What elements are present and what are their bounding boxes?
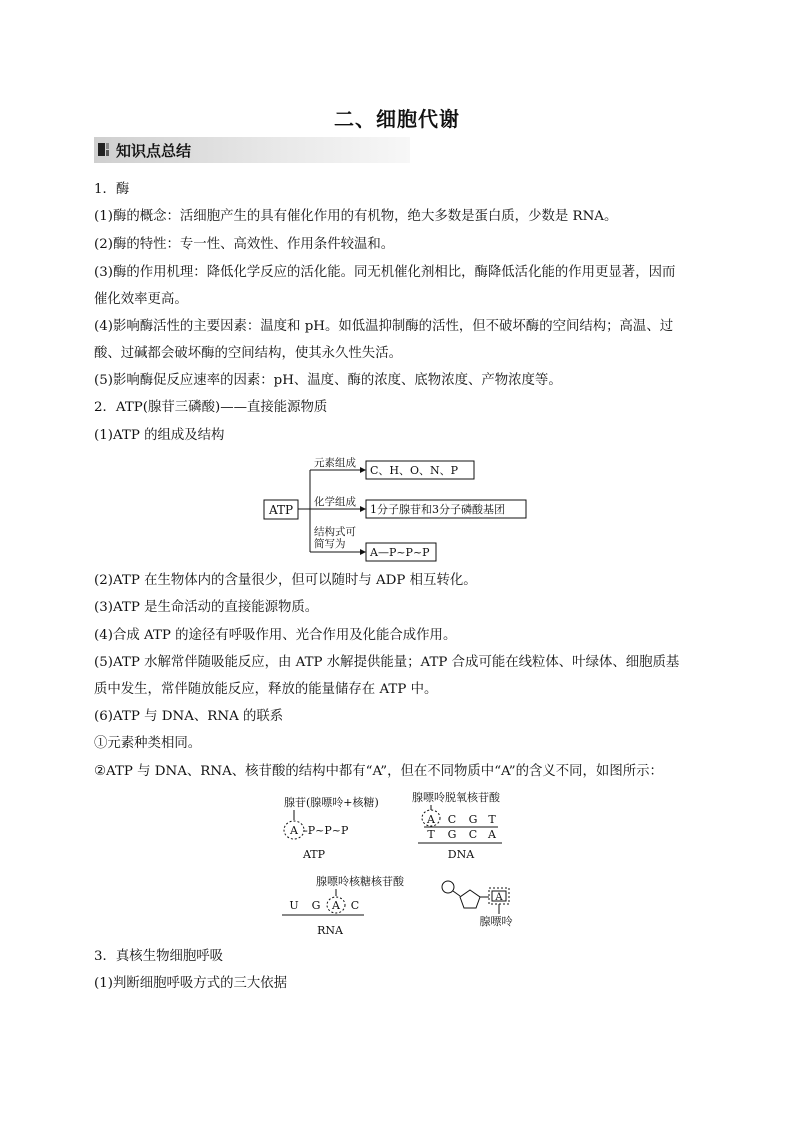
section-header (94, 137, 410, 163)
paragraph-line: ①元素种类相同。 (94, 736, 202, 751)
atp-formula-tail: -P~P~P (304, 824, 349, 837)
rna-base: A (332, 899, 340, 912)
paragraph-line: ②ATP 与 DNA、RNA、核苷酸的结构中都有“A”，但在不同物质中“A”的含义不同，如图所示： (94, 764, 663, 779)
paragraph-line: 酸、过碱都会破坏酶的空间结构，使其永久性失活。 (94, 346, 402, 361)
nucleotide-base-label: 腺嘌呤 (479, 915, 513, 928)
paragraph-line: 质中发生，常伴随放能反应，释放的能量储存在 ATP 中。 (94, 682, 438, 697)
paragraph-line: (5)ATP 水解常伴随吸能反应，由 ATP 水解提供能量；ATP 合成可能在线粒体、叶绿体、细胞质基 (94, 655, 680, 670)
dna-top-label: 腺嘌呤脱氧核苷酸 (412, 791, 500, 804)
diagram-label: 简写为 (314, 538, 346, 550)
paragraph-line: (1)判断细胞呼吸方式的三大依据 (94, 976, 288, 991)
atp-top-label: 腺苷(腺嘌呤+核糖) (284, 796, 379, 809)
atp-center-label: ATP (268, 503, 294, 517)
paragraph-line: (6)ATP 与 DNA、RNA 的联系 (94, 709, 284, 724)
dna-base: A (488, 828, 496, 841)
dna-base: C (468, 828, 478, 841)
paragraph-line: (2)酶的特性：专一性、高效性、作用条件较温和。 (94, 237, 395, 252)
composition-box-text: 1分子腺苷和3分子磷酸基团 (370, 503, 505, 516)
diagram-label: 元素组成 (314, 457, 356, 469)
page-title: 二、细胞代谢 (334, 107, 460, 131)
rna-top-label: 腺嘌呤核糖核苷酸 (316, 875, 404, 888)
paragraph-line: (2)ATP 在生物体内的含量很少，但可以随时与 ADP 相互转化。 (94, 573, 477, 588)
dna-base: A (427, 813, 435, 826)
rna-base: G (311, 899, 321, 912)
dna-base: G (468, 813, 478, 826)
section-marker-icon (98, 143, 109, 156)
section-title: 知识点总结 (116, 142, 192, 160)
nucleotide-base-letter: A (495, 892, 503, 903)
rna-name: RNA (317, 924, 343, 937)
heading-atp: 2．ATP(腺苷三磷酸)——直接能源物质 (94, 400, 328, 415)
dna-base: T (488, 813, 496, 826)
heading-respiration: 3．真核生物细胞呼吸 (94, 949, 224, 964)
formula-box-text: A—P~P~P (370, 546, 430, 559)
dna-base: C (447, 813, 457, 826)
elements-box-text: C、H、O、N、P (370, 464, 459, 477)
diagram-label: 结构式可 (314, 526, 356, 538)
dna-base: G (447, 828, 457, 841)
paragraph-line: (4)合成 ATP 的途径有呼吸作用、光合作用及化能合成作用。 (94, 628, 457, 643)
atp-name: ATP (302, 848, 326, 861)
paragraph-line: (1)酶的概念：活细胞产生的具有催化作用的有机物，绝大多数是蛋白质，少数是 RNA。 (94, 209, 618, 224)
atp-a-letter: A (290, 824, 298, 837)
paragraph-line: (1)ATP 的组成及结构 (94, 428, 225, 443)
rna-base: C (350, 899, 360, 912)
paragraph-line: (5)影响酶促反应速率的因素：pH、温度、酶的浓度、底物浓度、产物浓度等。 (94, 373, 562, 388)
diagram-label: 化学组成 (314, 496, 356, 508)
dna-base: T (427, 828, 435, 841)
paragraph-line: 催化效率更高。 (94, 292, 188, 307)
atp-structure-diagram (262, 456, 542, 566)
paragraph-line: (3)酶的作用机理：降低化学反应的活化能。同无机催化剂相比，酶降低活化能的作用更显著，因而 (94, 265, 676, 280)
a-meaning-diagram (280, 786, 530, 940)
paragraph-line: (3)ATP 是生命活动的直接能源物质。 (94, 600, 319, 615)
dna-name: DNA (447, 848, 475, 861)
heading-enzyme: 1．酶 (94, 182, 130, 197)
paragraph-line: (4)影响酶活性的主要因素：温度和 pH。如低温抑制酶的活性，但不破坏酶的空间结构；高温、过 (94, 319, 674, 334)
rna-base: U (289, 899, 299, 912)
